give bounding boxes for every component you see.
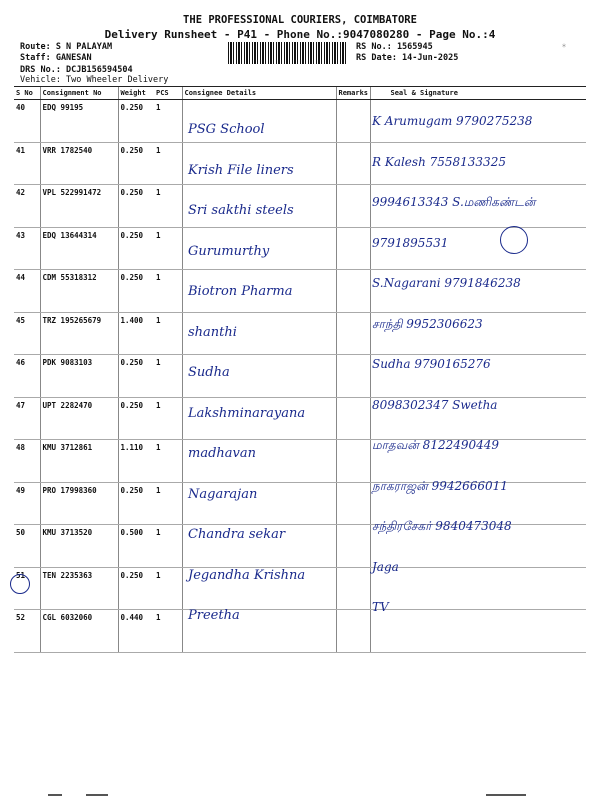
handwritten-signature: K Arumugam 9790275238 — [372, 114, 533, 128]
row-pcs: 1 — [154, 440, 182, 483]
row-weight: 1.400 — [118, 312, 154, 355]
row-weight: 0.440 — [118, 610, 154, 653]
handwritten-consignee: Chandra sekar — [188, 527, 286, 542]
handwritten-signature: 9791895531 — [372, 235, 449, 250]
footer-mark — [486, 794, 526, 796]
handwritten-signature: சந்திரசேகர் 9840473048 — [372, 519, 512, 533]
row-sno: 40 — [14, 100, 40, 143]
handwritten-consignee: PSG School — [188, 122, 265, 137]
handwritten-signature: நாகராஜன் 9942666011 — [372, 478, 508, 493]
col-sno: S No — [14, 87, 40, 100]
row-remarks — [336, 100, 370, 143]
row-weight: 0.250 — [118, 142, 154, 185]
row-sno: 44 — [14, 270, 40, 313]
row-pcs: 1 — [154, 482, 182, 525]
row-remarks — [336, 482, 370, 525]
row-pcs: 1 — [154, 567, 182, 610]
row-consignment-no: VPL 522991472 — [40, 185, 118, 228]
table-row — [14, 440, 586, 483]
handwritten-consignee: Nagarajan — [188, 486, 258, 502]
row-sno: 46 — [14, 355, 40, 398]
row-remarks — [336, 525, 370, 568]
handwritten-consignee: Sudha — [188, 365, 230, 380]
row-remarks — [336, 312, 370, 355]
rs-date: RS Date: 14-Jun-2025 — [356, 53, 459, 63]
row-pcs: 1 — [154, 610, 182, 653]
row-consignment-no: VRR 1782540 — [40, 142, 118, 185]
col-remarks: Remarks — [336, 87, 370, 100]
row-consignment-no: KMU 3713520 — [40, 525, 118, 568]
handwritten-consignee: madhavan — [188, 446, 256, 461]
rs-number: RS No.: 1565945 — [356, 42, 433, 52]
col-pcs: PCS — [154, 87, 182, 100]
row-sno: 43 — [14, 227, 40, 270]
row-weight: 0.500 — [118, 525, 154, 568]
row-remarks — [336, 142, 370, 185]
row-remarks — [336, 610, 370, 653]
table-row — [14, 610, 586, 653]
handwritten-consignee: Lakshminarayana — [188, 405, 306, 421]
row-weight: 0.250 — [118, 185, 154, 228]
row-remarks — [336, 185, 370, 228]
handwritten-signature: மாதவன் 8122490449 — [372, 438, 500, 452]
barcode — [228, 42, 346, 64]
row-consignment-no: CGL 6032060 — [40, 610, 118, 653]
row-weight: 0.250 — [118, 397, 154, 440]
footer-mark — [48, 794, 62, 796]
handwritten-signature: R Kalesh 7558133325 — [372, 154, 506, 169]
handwritten-signature: 9994613343 S.மணிகண்டன் — [372, 195, 536, 209]
row-pcs: 1 — [154, 397, 182, 440]
row-pcs: 1 — [154, 312, 182, 355]
handwritten-consignee: Sri sakthi steels — [188, 203, 294, 218]
row-consignment-no: UPT 2282470 — [40, 397, 118, 440]
row-weight: 0.250 — [118, 270, 154, 313]
row-sno: 42 — [14, 185, 40, 228]
corner-mark: ⁎ — [562, 40, 566, 49]
handwritten-signature: TV — [372, 600, 389, 614]
handwritten-consignee: Biotron Pharma — [188, 284, 293, 299]
col-consignee: Consignee Details — [182, 87, 336, 100]
company-title: THE PROFESSIONAL COURIERS, COIMBATORE — [183, 14, 417, 26]
row-pcs: 1 — [154, 270, 182, 313]
row-remarks — [336, 355, 370, 398]
row-weight: 1.110 — [118, 440, 154, 483]
row-pcs: 1 — [154, 142, 182, 185]
col-weight: Weight — [118, 87, 154, 100]
row-weight: 0.250 — [118, 482, 154, 525]
row-pcs: 1 — [154, 525, 182, 568]
row-consignment-no: EDQ 99195 — [40, 100, 118, 143]
col-signature: Seal & Signature — [370, 87, 586, 100]
route-label: Route: S N PALAYAM — [20, 42, 113, 52]
table-row — [14, 355, 586, 398]
handwritten-consignee: Krish File liners — [188, 162, 294, 178]
table-row — [14, 312, 586, 355]
table-header-row — [14, 87, 586, 100]
row-sno: 47 — [14, 397, 40, 440]
signature-stamp — [500, 226, 528, 254]
handwritten-consignee: Jegandha Krishna — [188, 567, 306, 583]
row-sno: 51 — [14, 567, 40, 610]
handwritten-signature: Jaga — [372, 559, 399, 574]
row-sno: 41 — [14, 142, 40, 185]
row-remarks — [336, 440, 370, 483]
row-sno: 49 — [14, 482, 40, 525]
row-52-circle-mark — [10, 574, 30, 594]
staff-label: Staff: GANESAN — [20, 53, 92, 63]
vehicle-label: Vehicle: Two Wheeler Delivery — [20, 75, 169, 85]
handwritten-signature: சாந்தி 9952306623 — [372, 316, 483, 331]
handwritten-consignee: shanthi — [188, 324, 237, 340]
handwritten-signature: 8098302347 Swetha — [372, 397, 498, 412]
row-signature-cell — [370, 567, 586, 610]
row-weight: 0.250 — [118, 567, 154, 610]
handwritten-consignee: Gurumurthy — [188, 243, 270, 259]
col-consignment: Consignment No — [40, 87, 118, 100]
row-sno: 52 — [14, 610, 40, 653]
row-weight: 0.250 — [118, 100, 154, 143]
drs-label: DRS No.: DCJB156594504 — [20, 65, 133, 75]
row-consignment-no: PDK 9083103 — [40, 355, 118, 398]
row-consignment-no: PRO 17998360 — [40, 482, 118, 525]
row-pcs: 1 — [154, 355, 182, 398]
row-sno: 50 — [14, 525, 40, 568]
handwritten-consignee: Preetha — [188, 608, 240, 623]
handwritten-signature: Sudha 9790165276 — [372, 357, 491, 371]
row-consignment-no: TRZ 195265679 — [40, 312, 118, 355]
row-consignment-no: EDQ 13644314 — [40, 227, 118, 270]
row-remarks — [336, 227, 370, 270]
row-signature-cell — [370, 610, 586, 653]
row-remarks — [336, 567, 370, 610]
row-remarks — [336, 270, 370, 313]
row-pcs: 1 — [154, 185, 182, 228]
row-consignment-no: KMU 3712861 — [40, 440, 118, 483]
handwritten-signature: S.Nagarani 9791846238 — [372, 276, 521, 290]
row-weight: 0.250 — [118, 355, 154, 398]
row-consignment-no: TEN 2235363 — [40, 567, 118, 610]
row-remarks — [336, 397, 370, 440]
runsheet-subtitle: Delivery Runsheet - P41 - Phone No.:9047080280 - Page No.:4 — [104, 28, 496, 41]
footer-mark — [86, 794, 108, 796]
row-pcs: 1 — [154, 227, 182, 270]
row-consignment-no: CDM 55318312 — [40, 270, 118, 313]
row-sno: 45 — [14, 312, 40, 355]
row-sno: 48 — [14, 440, 40, 483]
row-pcs: 1 — [154, 100, 182, 143]
row-weight: 0.250 — [118, 227, 154, 270]
